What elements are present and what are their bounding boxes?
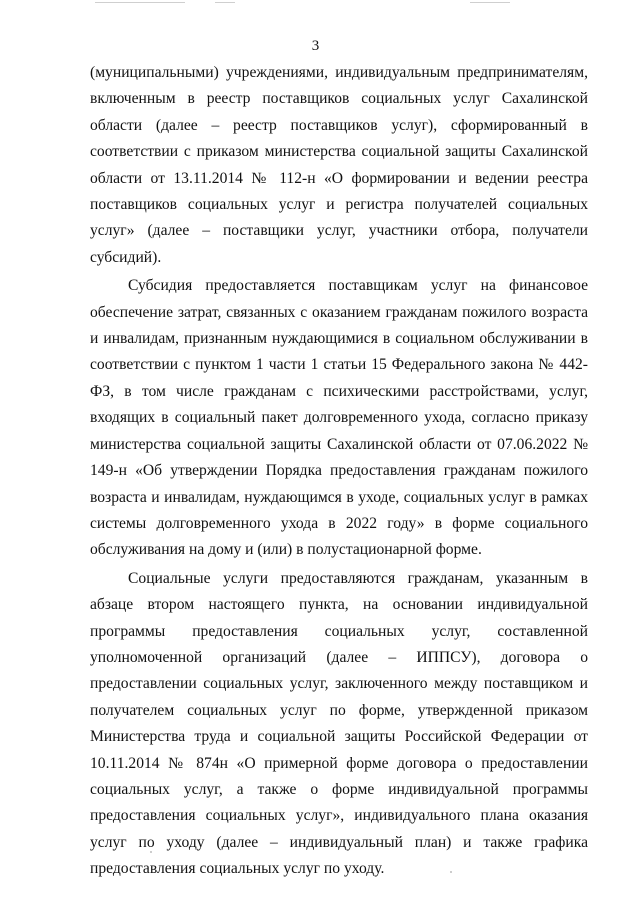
document-body <box>90 60 588 883</box>
scan-artifact <box>95 2 185 3</box>
paragraph-social-services: Социальные услуги предоставляются гражданам, указанным в абзаце втором настоящего пункта, на основании индивидуальной программы предоставления социальных услуг, составленной уполномоченной организаций (далее – ИППСУ), договора о предоставлении социальных услуг, заключенного между поставщиком и получателем социальных услуг по форме, утвержденной приказом Министерства труда и социальной защиты Российской Федерации от 10.11.2014 № 874н «О примерной форме договора о предоставлении социальных услуг, а также о форме индивидуальной программы предоставления социальных услуг», индивидуального плана оказания услуг по уходу (далее – индивидуальный план) и также графика предоставления социальных услуг по уходу. <box>90 569 588 878</box>
paragraph-continuation: (муниципальными) учреждениями, индивидуальным предпринимателям, включенным в реестр поставщиков социальных услуг Сахалинской области (далее – реестр поставщиков услуг), сформированный в соответствии с приказом министерства социальной защиты Сахалинской области от 13.11.2014 № 112-н «О формировании и ведении реестра поставщиков социальных услуг и регистра получателей социальных услуг» (далее – поставщики услуг, участники отбора, получатели субсидий). <box>90 64 588 266</box>
scan-artifact <box>215 2 235 3</box>
paragraph-subsidy: Субсидия предоставляется поставщикам услуг на финансовое обеспечение затрат, связанных с оказанием гражданам пожилого возраста и инвалидам, признанным нуждающимися в социальном обслуживании в соответствии с пунктом 1 части 1 статьи 15 Федерального закона № 442-ФЗ, в том числе гражданам с психическими расстройствами, услуг, входящих в социальный пакет долговременного ухода, согласно приказу министерства социальной защиты Сахалинской области от 07.06.2022 № 149-н «Об утверждении Порядка предоставления гражданам пожилого возраста и инвалидам, нуждающимся в уходе, социальных услуг в рамках системы долговременного ухода в 2022 году» в форме социального обслуживания на дому и (или) в полустационарной форме. <box>90 277 588 559</box>
scan-artifact <box>470 2 510 3</box>
page-number: 3 <box>311 38 320 54</box>
